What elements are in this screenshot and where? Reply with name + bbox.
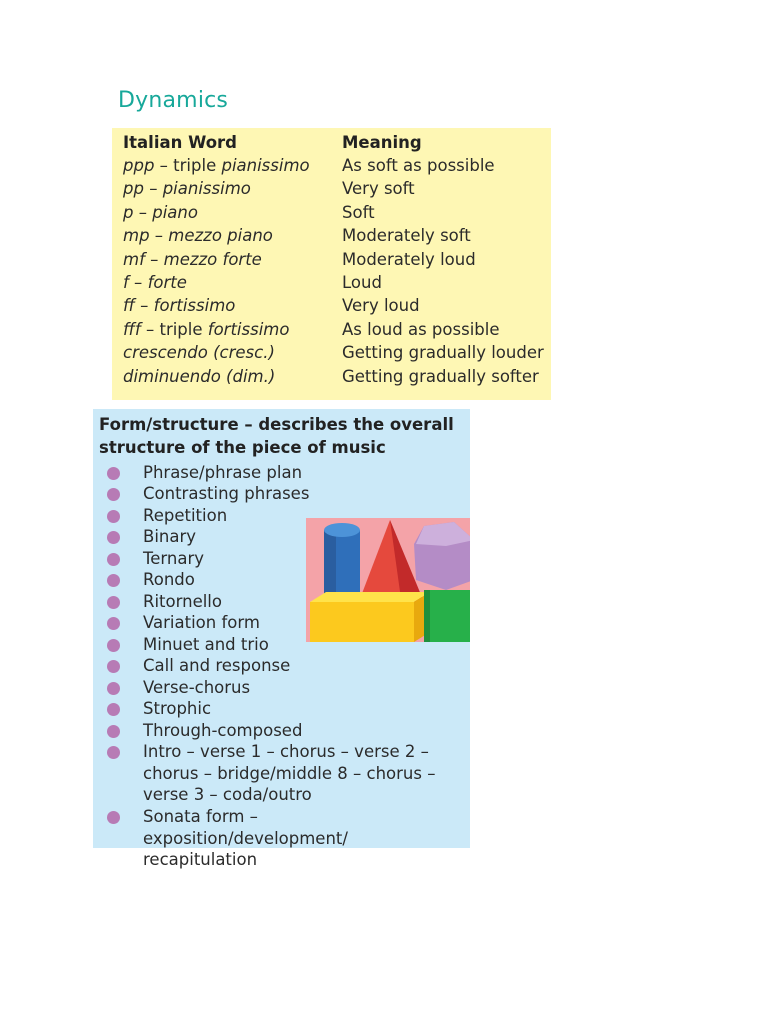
- bullet-icon: [107, 467, 120, 480]
- header-italian-word: Italian Word: [123, 133, 237, 152]
- dynamics-title: Dynamics: [118, 88, 229, 113]
- bullet-icon: [107, 596, 120, 609]
- bullet-icon: [107, 746, 120, 759]
- form-item-text: Ternary: [143, 549, 205, 568]
- bullet-icon: [107, 660, 120, 673]
- dynamics-meaning: Getting gradually louder: [342, 343, 544, 362]
- dynamics-term: ppp – triple pianissimo: [123, 156, 310, 175]
- dynamics-term: f – forte: [123, 273, 187, 292]
- dynamics-meaning: Loud: [342, 273, 382, 292]
- dynamics-meaning: Getting gradually softer: [342, 367, 539, 386]
- bullet-icon: [107, 510, 120, 523]
- dynamics-term: mp – mezzo piano: [123, 226, 273, 245]
- bullet-icon: [107, 531, 120, 544]
- form-item-text: Sonata form – exposition/development/ recapitulation: [143, 807, 348, 869]
- bullet-icon: [107, 617, 120, 630]
- dynamics-meaning: As soft as possible: [342, 156, 495, 175]
- form-item-text: Strophic: [143, 699, 212, 718]
- dynamics-term: crescendo (cresc.): [123, 343, 275, 362]
- dynamics-meaning: Moderately soft: [342, 226, 471, 245]
- form-item-text: Call and response: [143, 656, 291, 675]
- form-item-text: Rondo: [143, 570, 195, 589]
- form-item-text: Contrasting phrases: [143, 484, 310, 503]
- dynamics-meaning: Soft: [342, 203, 375, 222]
- dynamics-term: p – piano: [123, 203, 198, 222]
- form-item-text: Intro – verse 1 – chorus – verse 2 – chorus – bridge/middle 8 – chorus – verse 3 – coda/outro: [143, 742, 436, 804]
- form-item-text: Phrase/phrase plan: [143, 463, 303, 482]
- bullet-icon: [107, 639, 120, 652]
- bullet-icon: [107, 703, 120, 716]
- dynamics-term: fff – triple fortissimo: [123, 320, 290, 339]
- form-item-text: Variation form: [143, 613, 260, 632]
- bullet-icon: [107, 682, 120, 695]
- bullet-icon: [107, 488, 120, 501]
- bullet-icon: [107, 725, 120, 738]
- dynamics-term: diminuendo (dim.): [123, 367, 276, 386]
- geometric-shapes-illustration: [306, 518, 470, 642]
- dynamics-term: pp – pianissimo: [123, 179, 251, 198]
- dynamics-meaning: Very soft: [342, 179, 415, 198]
- form-item-text: Through-composed: [143, 721, 303, 740]
- dynamics-meaning: As loud as possible: [342, 320, 500, 339]
- form-item-text: Repetition: [143, 506, 228, 525]
- bullet-icon: [107, 574, 120, 587]
- form-heading: Form/structure – describes the overall structure of the piece of music: [99, 415, 454, 457]
- form-item-text: Verse-chorus: [143, 678, 251, 697]
- bullet-icon: [107, 811, 120, 824]
- form-item-text: Binary: [143, 527, 197, 546]
- dynamics-meaning: Moderately loud: [342, 250, 476, 269]
- dynamics-term: ff – fortissimo: [123, 296, 236, 315]
- dynamics-table: [112, 128, 551, 400]
- dynamics-meaning: Very loud: [342, 296, 420, 315]
- bullet-icon: [107, 553, 120, 566]
- form-item-text: Minuet and trio: [143, 635, 269, 654]
- form-item-text: Ritornello: [143, 592, 222, 611]
- dynamics-term: mf – mezzo forte: [123, 250, 262, 269]
- header-meaning: Meaning: [342, 133, 422, 152]
